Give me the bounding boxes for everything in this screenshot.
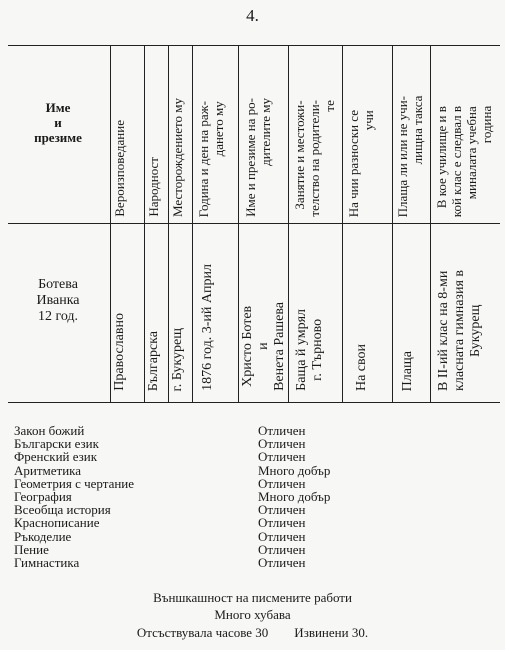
header-religion: Вероизповедание — [112, 120, 127, 217]
subject: Пение — [14, 541, 49, 557]
subject: География — [14, 488, 72, 504]
table-header-rule — [8, 223, 500, 224]
subject: Аритметика — [14, 462, 82, 478]
written-work-heading: Външкашност на писмените работи — [153, 590, 352, 605]
name-header-line: презиме — [34, 130, 82, 145]
header-parents-occupation: Занятие и местожи- телство на родители- те — [292, 100, 337, 217]
column-divider — [192, 45, 193, 403]
header-tuition: Плаща ли или не учи- лищна такса — [395, 95, 425, 217]
value-funding: На свои — [354, 343, 369, 391]
header-previous-school: В кое училище и в кой клас е следвал в миналата учебна година — [434, 105, 494, 217]
table-bottom-rule — [8, 402, 500, 403]
grade-row — [14, 450, 354, 463]
name-header-line: и — [54, 115, 62, 130]
header-parents: Име и презиме на ро- дителите му — [243, 98, 273, 217]
grade-row — [14, 516, 354, 529]
subject: Всеобща история — [14, 502, 111, 518]
grade: Отличен — [258, 554, 306, 570]
value-parents: Христо Ботев и Венета Рашева — [240, 302, 287, 391]
column-divider — [238, 45, 239, 403]
value-birth-date: 1876 год. 3-ий Април — [200, 264, 215, 391]
grade: Отличен — [258, 515, 306, 531]
column-divider — [288, 45, 289, 403]
subject: Ръкоделие — [14, 528, 72, 544]
value-birthplace: г. Букурещ — [170, 327, 185, 391]
name-header — [8, 100, 108, 145]
grade: Отличен — [258, 541, 306, 557]
column-divider — [342, 45, 343, 403]
page-number: 4. — [246, 6, 259, 25]
grade-row — [14, 464, 354, 477]
absence-line: Отсъствувала часове 30 Извинени 30. — [136, 625, 369, 640]
grade: Много добър — [258, 462, 331, 478]
student-record-table — [8, 45, 500, 403]
student-name-line: Ботева — [38, 277, 78, 292]
column-divider — [168, 45, 169, 403]
grade-row — [14, 530, 354, 543]
subject: Френский език — [14, 449, 98, 465]
value-previous-school: В II-ий клас на 8-ми класната гимназия в Букурещ — [436, 270, 483, 391]
grade-row — [14, 543, 354, 556]
grades-list — [14, 424, 354, 569]
written-work-grade: Много хубава — [214, 607, 291, 622]
grade: Отличен — [258, 502, 306, 518]
value-parents-occupation: Баща й умрял г. Търново — [294, 309, 325, 391]
student-name-cell — [8, 277, 108, 325]
grade-row — [14, 556, 354, 569]
subject: Геометрия с чертание — [14, 475, 135, 491]
grade: Отличен — [258, 475, 306, 491]
name-header-line: Име — [45, 100, 71, 115]
value-religion: Православно — [112, 313, 127, 391]
grade: Отличен — [258, 449, 306, 465]
value-nationality: Българска — [146, 330, 161, 391]
header-nationality: Народност — [146, 157, 161, 217]
header-birth-date: Година и ден на раж- дането му — [196, 100, 226, 217]
column-divider — [144, 45, 145, 403]
subject: Закон божий — [14, 423, 85, 438]
grade: Много добър — [258, 488, 331, 504]
grade: Отличен — [258, 436, 306, 452]
grade-row — [14, 477, 354, 490]
student-name-line: Иванка — [36, 293, 80, 308]
table-top-rule — [8, 45, 500, 46]
student-name-line: 12 год. — [37, 309, 79, 324]
header-funding: На чии разноски се учи — [346, 109, 376, 217]
grade: Отличен — [258, 528, 306, 544]
subject: Краснописание — [14, 515, 100, 531]
grade: Отличен — [258, 423, 306, 438]
subject: Гимнастика — [14, 554, 80, 570]
subject: Български език — [14, 436, 99, 452]
header-birthplace: Месторождението му — [170, 98, 185, 217]
column-divider — [430, 45, 431, 403]
column-divider — [392, 45, 393, 403]
value-tuition: Плаща — [400, 350, 415, 391]
column-divider — [110, 45, 111, 403]
